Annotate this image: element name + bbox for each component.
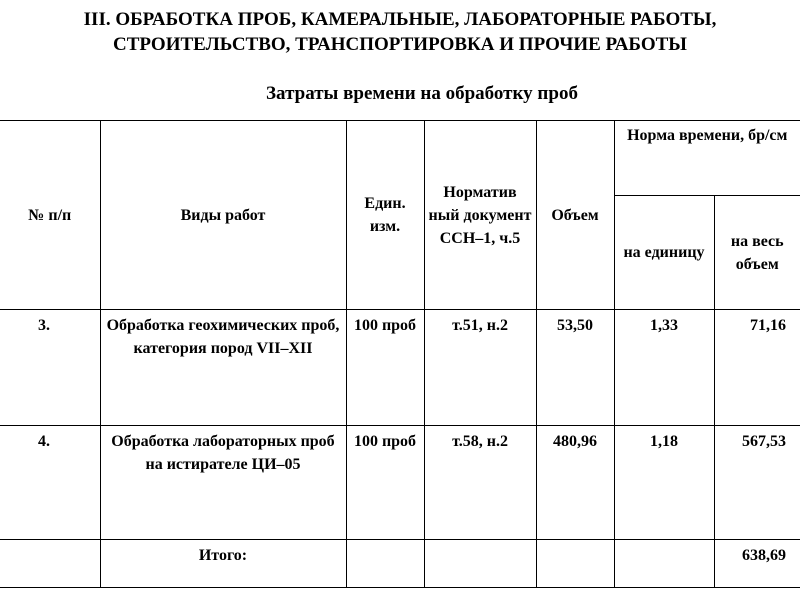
table-subtitle: Затраты времени на обработку проб	[266, 83, 578, 104]
row-per-unit: 1,33	[614, 310, 714, 426]
row-total: 71,16	[714, 310, 800, 426]
time-cost-table	[0, 120, 800, 588]
row-num: 4.	[0, 426, 100, 540]
row-work: Обработка геохимических проб, категория пород VII–XII	[100, 310, 346, 426]
table-row	[0, 310, 800, 426]
total-label: Итого:	[100, 540, 346, 588]
header-num: № п/п	[0, 121, 100, 310]
row-unit: 100 проб	[346, 426, 424, 540]
page-heading	[0, 7, 800, 57]
header-volume: Объем	[536, 121, 614, 310]
total-row	[0, 540, 800, 588]
row-total: 567,53	[714, 426, 800, 540]
table-row	[0, 426, 800, 540]
header-doc: Норматив ный документ ССН–1, ч.5	[424, 121, 536, 310]
row-unit: 100 проб	[346, 310, 424, 426]
header-unit: Един. изм.	[346, 121, 424, 310]
row-volume: 53,50	[536, 310, 614, 426]
row-volume: 480,96	[536, 426, 614, 540]
total-value: 638,69	[714, 540, 800, 588]
row-per-unit: 1,18	[614, 426, 714, 540]
row-doc: т.51, н.2	[424, 310, 536, 426]
header-norm: Норма времени, бр/см	[614, 121, 800, 196]
heading-line-2: СТРОИТЕЛЬСТВО, ТРАНСПОРТИРОВКА И ПРОЧИЕ РАБОТЫ	[113, 34, 687, 55]
row-num: 3.	[0, 310, 100, 426]
header-total-volume: на весь объем	[714, 196, 800, 310]
heading-line-1: III. ОБРАБОТКА ПРОБ, КАМЕРАЛЬНЫЕ, ЛАБОРАТОРНЫЕ РАБОТЫ,	[83, 9, 717, 30]
row-work: Обработка лабораторных проб на истирателе ЦИ–05	[100, 426, 346, 540]
row-doc: т.58, н.2	[424, 426, 536, 540]
header-work: Виды работ	[100, 121, 346, 310]
header-per-unit: на единицу	[614, 196, 714, 310]
